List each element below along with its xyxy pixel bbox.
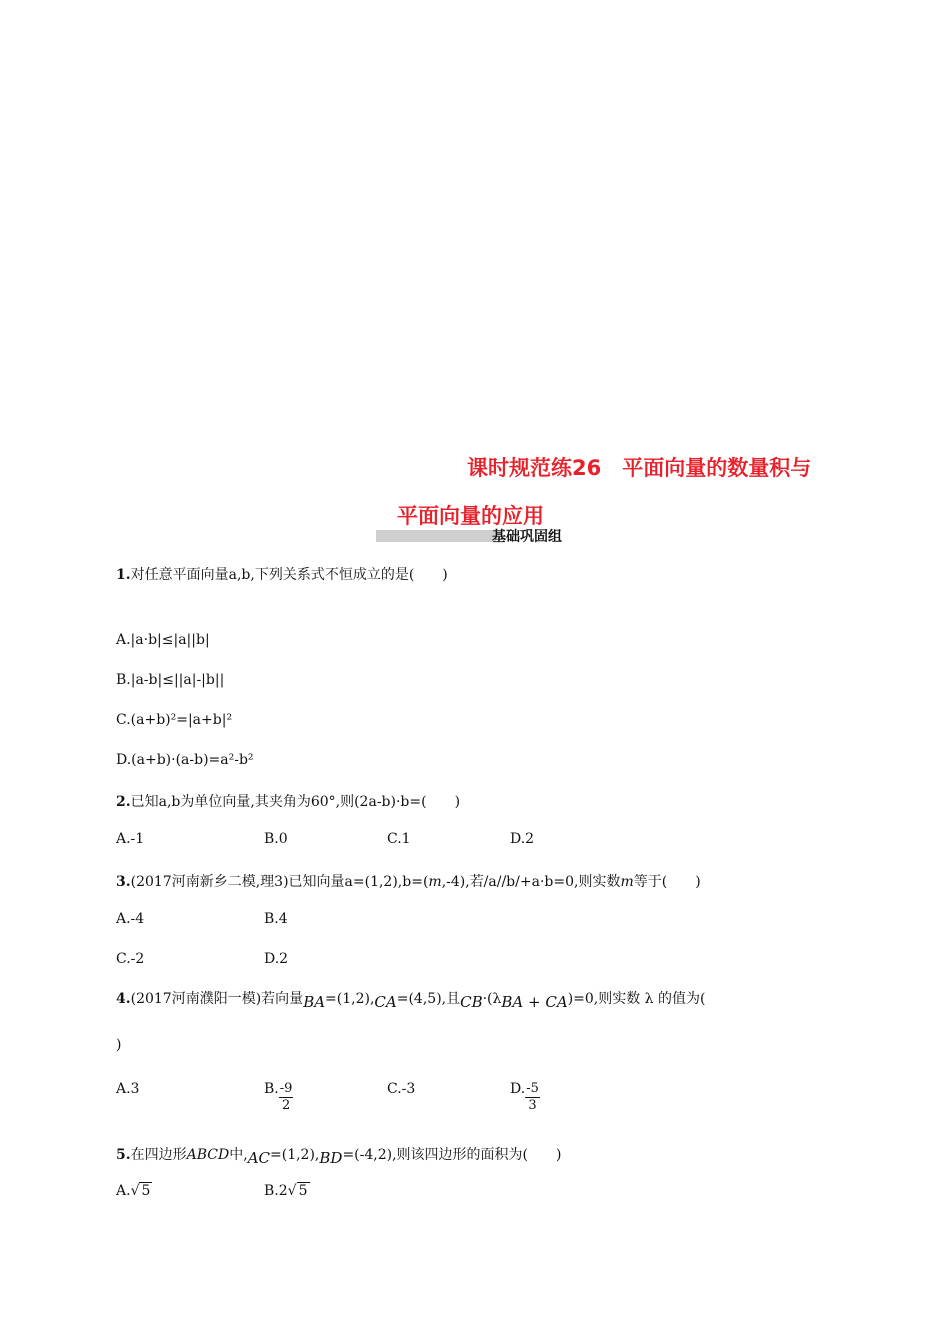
denominator: 2: [281, 1098, 291, 1113]
question-stem-part: 等于( ): [633, 874, 701, 890]
question-number: 4.: [116, 991, 131, 1007]
q5-option-b: [264, 1183, 310, 1199]
denominator: 3: [528, 1098, 537, 1113]
q1-option-d: D.(a+b)·(a-b)=a²-b²: [116, 752, 254, 768]
sqrt: √ 5: [287, 1183, 308, 1199]
option-label: D.: [510, 1081, 526, 1097]
q3-option-a: A.-4: [116, 911, 145, 927]
q2-option-d: D.2: [510, 831, 535, 847]
option-label: A.: [116, 1183, 131, 1199]
fraction: [279, 1081, 294, 1114]
question-stem-part: =(1,2),: [270, 1147, 320, 1163]
question-4-continued: ): [116, 1037, 122, 1053]
q1-option-b: B.|a-b|≤||a|-|b||: [116, 672, 225, 688]
question-stem-part: ·(λ: [482, 991, 502, 1007]
option-label: B.: [264, 1081, 279, 1097]
question-1: [116, 564, 448, 584]
question-number: 3.: [116, 874, 131, 890]
question-stem-part: (2017河南濮阳一模)若向量: [130, 991, 304, 1007]
question-stem-part: ,-4),若/a//b/+a·b=0,则实数: [441, 874, 621, 890]
q2-option-a: A.-1: [116, 831, 145, 847]
variable-m: m: [620, 874, 634, 890]
title-line-1: 课时规范练26 平面向量的数量积与: [467, 456, 812, 480]
radicand: 5: [298, 1183, 308, 1199]
question-stem-part: =(1,2),: [325, 991, 375, 1007]
question-stem-part: =(-4,2),则该四边形的面积为( ): [342, 1147, 562, 1163]
q2-option-c: C.1: [387, 831, 411, 847]
question-stem-part: )=0,则实数 λ 的值为(: [567, 991, 706, 1007]
q1-option-a: A.|a·b|≤|a||b|: [116, 632, 210, 648]
vector-sum: BA + CA: [501, 993, 568, 1011]
vector-ac: AC: [247, 1149, 270, 1167]
section-bar: [376, 530, 496, 542]
q4-option-d: [510, 1081, 540, 1114]
option-label: B.2: [264, 1183, 288, 1199]
q3-option-d: D.2: [264, 951, 289, 967]
q1-option-c: C.(a+b)²=|a+b|²: [116, 712, 233, 728]
question-number: 1.: [116, 567, 131, 583]
q4-option-c: C.-3: [387, 1081, 416, 1097]
title-line-2: 平面向量的应用: [397, 504, 544, 528]
question-stem-part: (2017河南新乡二模,理3)已知向量a=(1,2),b=(: [130, 874, 429, 890]
q3-option-c: C.-2: [116, 951, 145, 967]
question-4: [116, 988, 706, 1011]
question-stem: 已知a,b为单位向量,其夹角为60°,则(2a-b)·b=( ): [130, 794, 461, 810]
question-stem-part: =(4,5),且: [396, 991, 461, 1007]
quadrilateral-name: ABCD: [186, 1147, 230, 1163]
q2-option-b: B.0: [264, 831, 288, 847]
q3-option-b: B.4: [264, 911, 288, 927]
sqrt: √ 5: [130, 1183, 151, 1199]
question-2: [116, 791, 460, 811]
q4-option-a: A.3: [116, 1081, 140, 1097]
fraction: [525, 1081, 540, 1114]
numerator: -9: [279, 1081, 293, 1096]
question-stem-part: 中,: [229, 1147, 248, 1163]
q4-option-b: [264, 1081, 293, 1114]
variable-m: m: [428, 874, 442, 890]
question-stem-part: 在四边形: [130, 1147, 187, 1163]
radicand: 5: [141, 1183, 151, 1199]
question-number: 5.: [116, 1147, 131, 1163]
section-label: 基础巩固组: [492, 529, 562, 545]
numerator: -5: [526, 1081, 539, 1096]
question-3: [116, 871, 701, 891]
vector-bd: BD: [319, 1149, 343, 1167]
question-5: [116, 1144, 562, 1167]
vector-ba: BA: [303, 993, 326, 1011]
q5-option-a: [116, 1183, 152, 1199]
vector-ca: CA: [374, 993, 397, 1011]
question-stem: 对任意平面向量a,b,下列关系式不恒成立的是( ): [130, 567, 448, 583]
vector-cb: CB: [460, 993, 483, 1011]
question-number: 2.: [116, 794, 131, 810]
